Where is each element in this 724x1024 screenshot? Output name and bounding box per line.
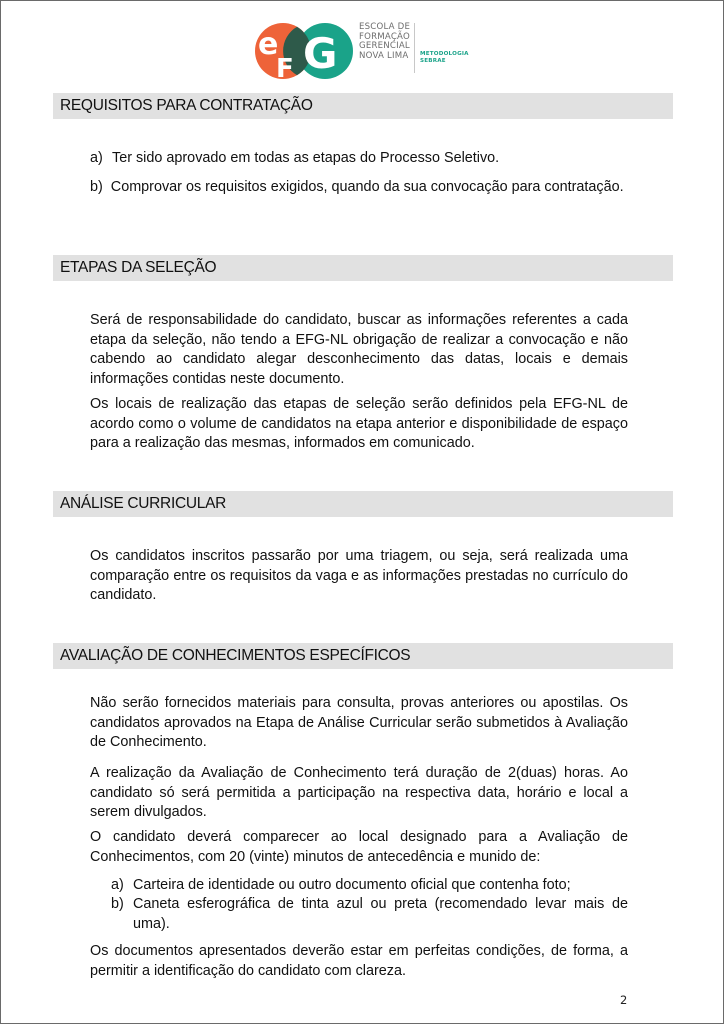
paragraph: Os locais de realização das etapas de seleção serão definidos pela EFG-NL de acordo como o volume de candidatos na etapa anterior e disponibilidade de espaço para a realização das mesmas, informados em comunicado. — [90, 396, 628, 451]
paragraph: A realização da Avaliação de Conhecimento terá duração de 2(duas) horas. Ao candidato só será permitida a participação na respectiva data, horário e local a serem divulgados. — [90, 765, 628, 820]
logo-methodology — [420, 51, 469, 65]
list-item — [90, 149, 630, 169]
logo-sub-line: METODOLOGIA — [420, 51, 469, 57]
list-item — [111, 876, 628, 896]
logo-line: GERENCIAL — [359, 41, 410, 52]
list-text: Carteira de identidade ou outro documento oficial que contenha foto; — [133, 877, 571, 893]
logo-line: FORMAÇÃO — [359, 31, 410, 42]
page-number: 2 — [620, 993, 628, 1007]
logo-sub-line: SEBRAE — [420, 58, 446, 64]
section-header-analise-curricular: ANÁLISE CURRICULAR — [53, 491, 673, 517]
svg-text:G: G — [303, 29, 338, 78]
logo-school-name — [359, 23, 410, 61]
paragraph: Não serão fornecidos materiais para consulta, provas anteriores ou apostilas. Os candidatos aprovados na Etapa de Análise Curricular serão submetidos à Avaliação de Conhecimento. — [90, 695, 628, 750]
paragraph: Os documentos apresentados deverão estar em perfeitas condições, de forma, a permitir a identificação do candidato com clareza. — [90, 943, 628, 979]
paragraph: Será de responsabilidade do candidato, buscar as informações referentes a cada etapa da seleção, não tendo a EFG-NL obrigação de realizar a convocação e não cabendo ao candidato alegar desconhecimento das datas, locais e demais informações contidas neste documento. — [90, 312, 628, 387]
list-marker: b) — [90, 179, 103, 195]
svg-text:F: F — [276, 54, 294, 81]
svg-text:e: e — [258, 27, 279, 62]
list-text: Ter sido aprovado em todas as etapas do Processo Seletivo. — [112, 150, 500, 166]
paragraph: Os candidatos inscritos passarão por uma triagem, ou seja, será realizada uma comparação entre os requisitos da vaga e as informações prestadas no currículo do candidato. — [90, 548, 628, 603]
list-text: Caneta esferográfica de tinta azul ou preta (recomendado levar mais de uma). — [133, 896, 628, 932]
section-header-avaliacao: AVALIAÇÃO DE CONHECIMENTOS ESPECÍFICOS — [53, 643, 673, 669]
paragraph: O candidato deverá comparecer ao local designado para a Avaliação de Conhecimentos, com 20 (vinte) minutos de antecedência e munido de: — [90, 829, 628, 865]
efg-logo-mark-icon — [255, 21, 359, 81]
logo-line: ESCOLA DE — [359, 22, 411, 32]
logo-divider — [414, 23, 415, 73]
efg-logo — [255, 21, 475, 81]
list-text: Comprovar os requisitos exigidos, quando da sua convocação para contratação. — [110, 179, 624, 195]
list-marker: a) — [90, 150, 103, 166]
list-item — [111, 895, 628, 934]
logo-line: NOVA LIMA — [359, 50, 409, 61]
list-item — [90, 178, 630, 198]
section-header-etapas: ETAPAS DA SELEÇÃO — [53, 255, 673, 281]
section-header-requisitos: REQUISITOS PARA CONTRATAÇÃO — [53, 93, 673, 119]
list-marker: a) — [111, 877, 124, 893]
list-marker: b) — [111, 896, 124, 912]
